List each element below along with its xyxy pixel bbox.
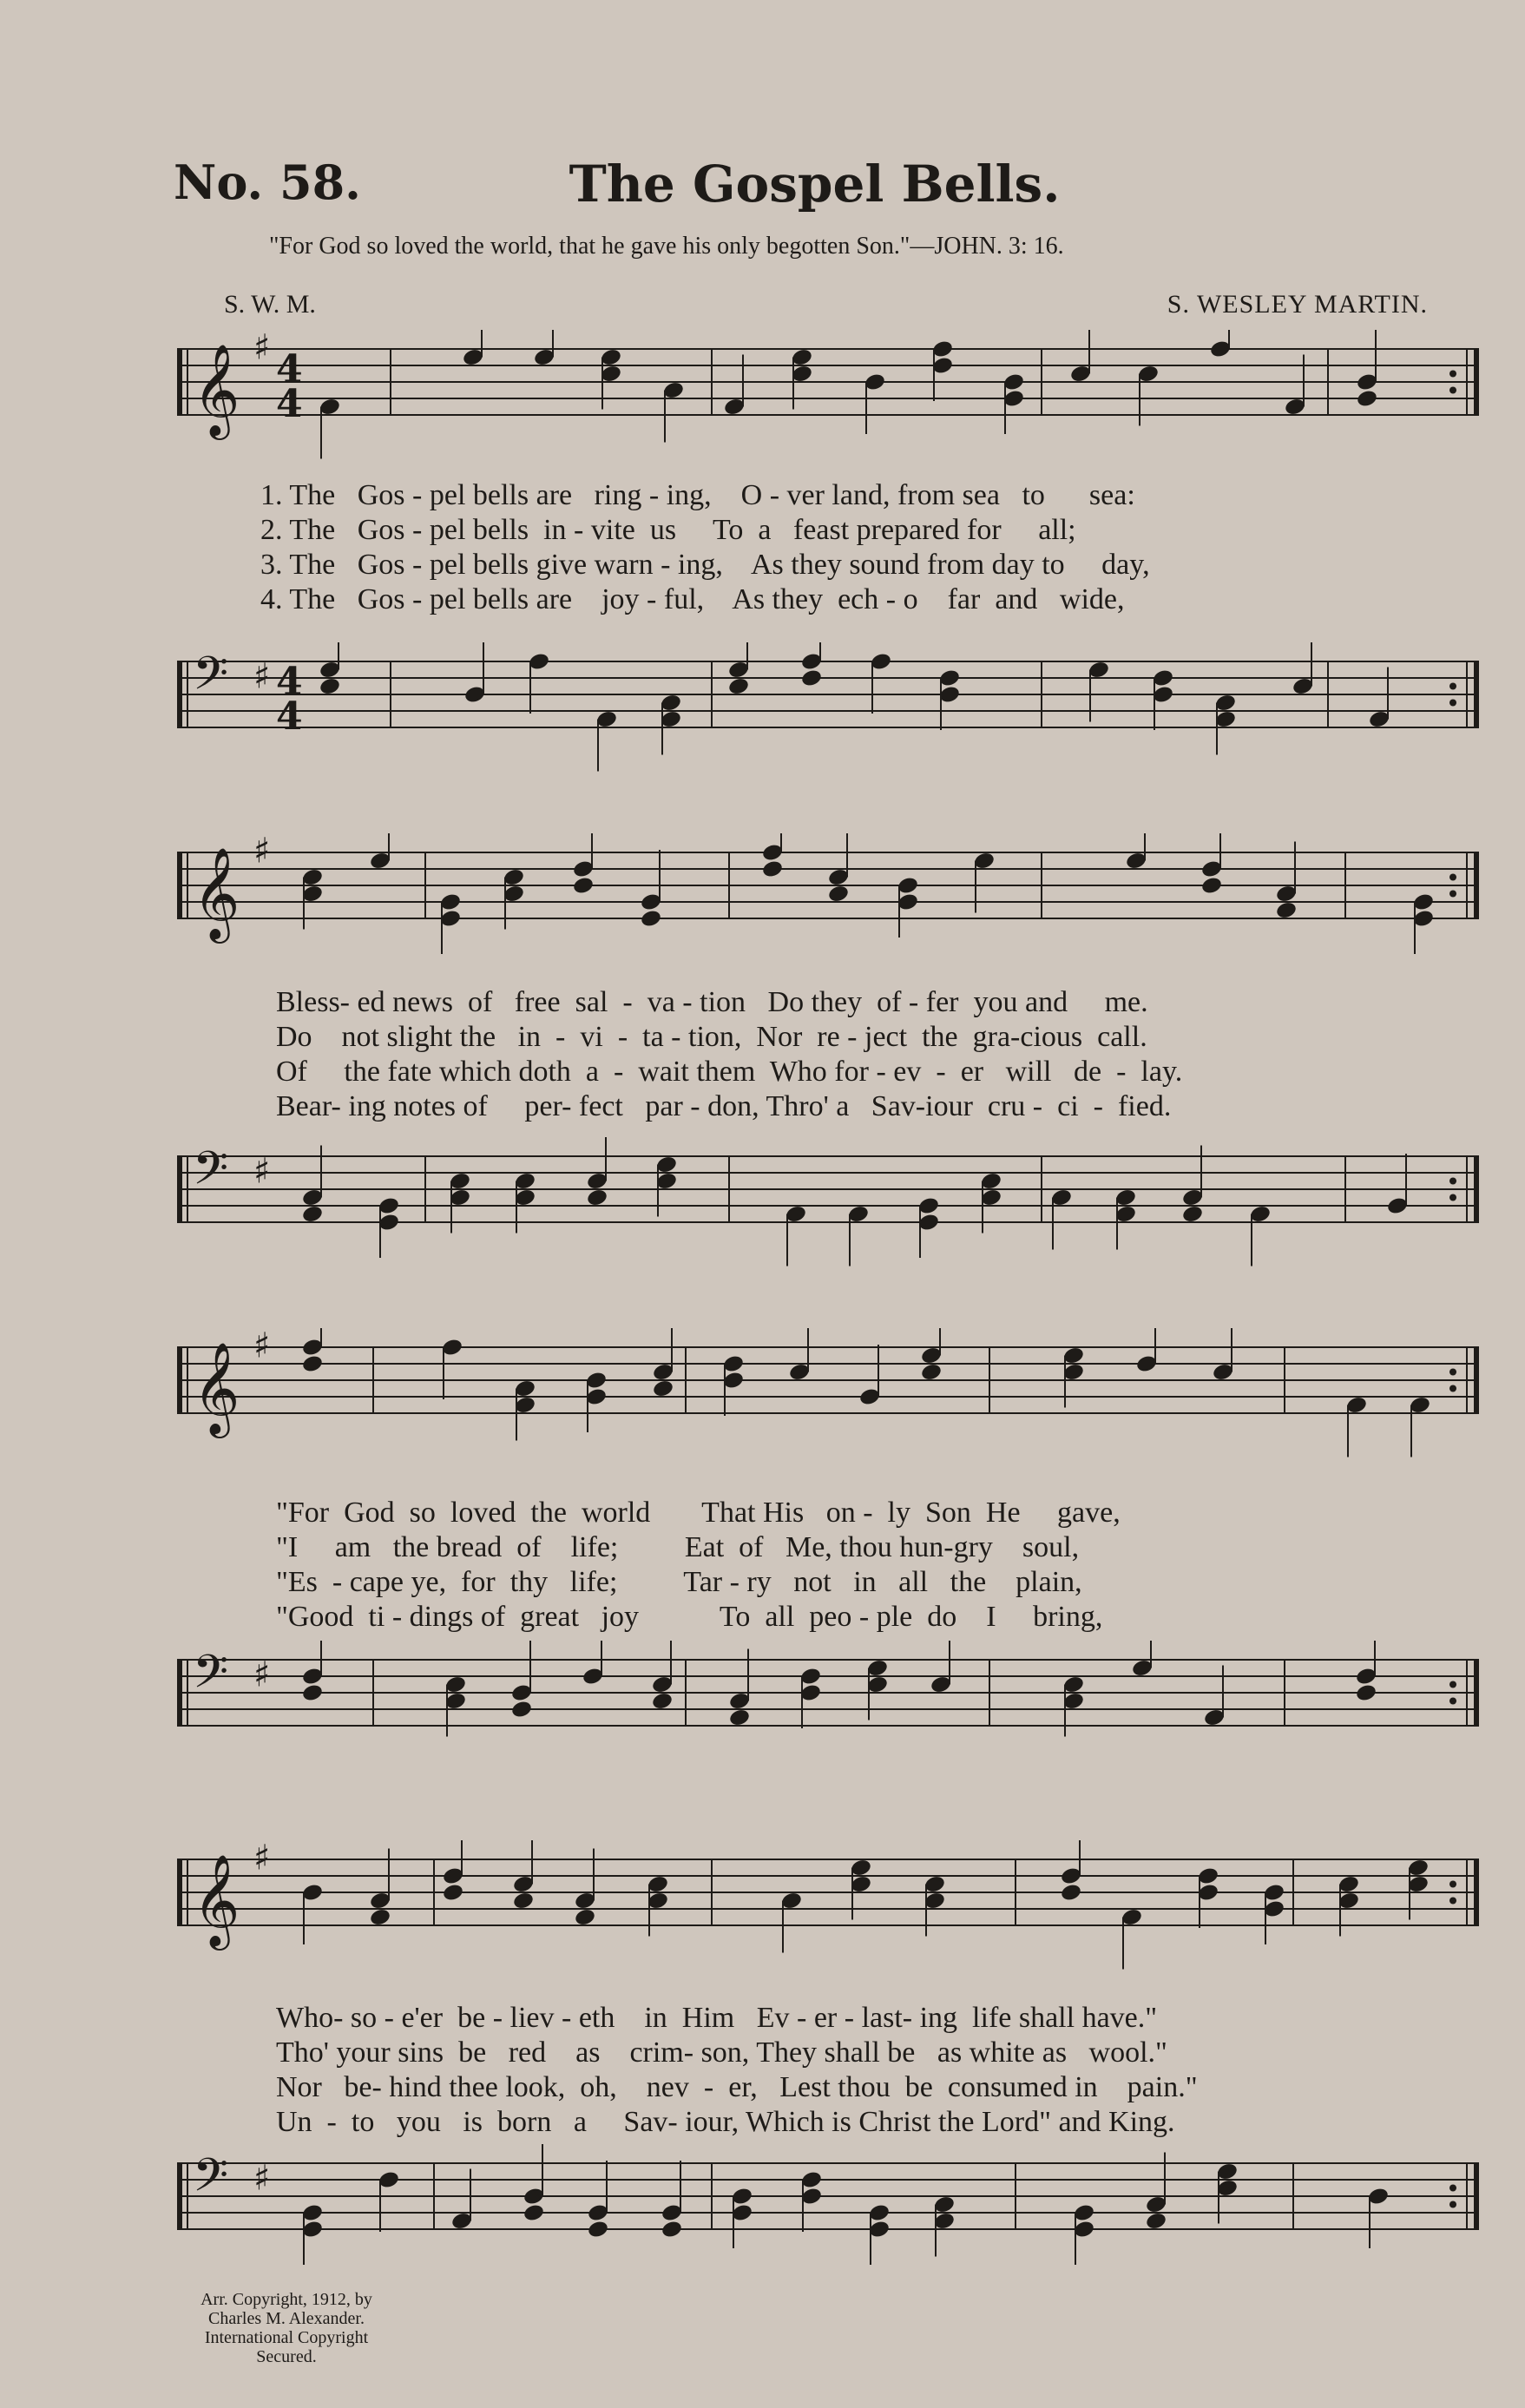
svg-text:𝄢: 𝄢 — [193, 1645, 229, 1710]
lyrics-block-3 — [0, 1497, 1525, 1644]
copyright-notice — [174, 2290, 399, 2366]
svg-text:♯: ♯ — [253, 1151, 271, 1192]
lyric-verse-2: 2. The Gos - pel bells in - vite us To a feast prepared for all; — [260, 514, 1076, 546]
lyrics-block-4 — [0, 2002, 1525, 2149]
treble-staff-1 — [174, 330, 1488, 460]
epigraph: "For God so loved the world, that he gave his only begotten Son."—JOHN. 3: 16. — [269, 233, 1064, 260]
lyric-verse-1: Bless- ed news of free sal - va - tion Do they of - fer you and me. — [276, 986, 1148, 1018]
lyric-verse-1: Who- so - e'er be - liev - eth in Him Ev - er - last- ing life shall have." — [276, 2002, 1158, 2034]
arranger-initials: S. W. M. — [224, 290, 316, 319]
svg-text:𝄞: 𝄞 — [193, 343, 240, 436]
bass-staff-3 — [174, 1641, 1488, 1823]
bass-staff-1 — [174, 642, 1488, 807]
lyric-verse-3: Nor be- hind thee look, oh, nev - er, Lest thou be consumed in pain." — [276, 2071, 1198, 2103]
svg-text:♯: ♯ — [253, 1840, 271, 1878]
svg-text:4: 4 — [276, 347, 303, 391]
svg-text:𝄢: 𝄢 — [193, 2148, 229, 2214]
svg-text:♯: ♯ — [253, 656, 271, 697]
hymn-title: The Gospel Bells. — [569, 155, 1061, 214]
lyric-verse-2: "I am the bread of life; Eat of Me, thou hun-gry soul, — [276, 1531, 1080, 1563]
lyric-verse-3: Of the fate which doth a - wait them Who for - ev - er will de - lay. — [276, 1056, 1183, 1088]
lyric-verse-3: "Es - cape ye, for thy life; Tar - ry not in all the plain, — [276, 1566, 1082, 1598]
svg-text:♯: ♯ — [253, 330, 271, 368]
lyric-verse-1: 1. The Gos - pel bells are ring - ing, O - ver land, from sea to sea: — [260, 479, 1135, 511]
hymn-number: No. 58. — [174, 155, 361, 210]
svg-text:𝄢: 𝄢 — [193, 1141, 229, 1207]
svg-text:♯: ♯ — [253, 2158, 271, 2199]
copyright-line-3: International Copyright Secured. — [204, 2328, 369, 2366]
lyric-verse-2: Do not slight the in - vi - ta - tion, Nor re - ject the gra-cious call. — [276, 1021, 1147, 1053]
svg-text:𝄞: 𝄞 — [193, 1341, 240, 1434]
lyric-verse-4: 4. The Gos - pel bells are joy - ful, As they ech - o far and wide, — [260, 583, 1125, 615]
treble-staff-3 — [174, 1328, 1488, 1458]
svg-text:𝄢: 𝄢 — [193, 647, 229, 712]
svg-text:4: 4 — [276, 382, 303, 426]
svg-text:4: 4 — [276, 660, 303, 704]
lyric-verse-1: "For God so loved the world That His on - ly Son He gave, — [276, 1497, 1121, 1529]
svg-text:♯: ♯ — [253, 1655, 271, 1695]
lyric-verse-2: Tho' your sins be red as crim- son, They shall be as white as wool." — [276, 2036, 1167, 2069]
lyrics-block-1 — [0, 479, 1525, 627]
svg-text:𝄞: 𝄞 — [193, 846, 240, 939]
treble-staff-2 — [174, 833, 1488, 964]
bass-staff-2 — [174, 1137, 1488, 1285]
lyric-verse-4: Bear- ing notes of per- fect par - don, Thro' a Sav-iour cru - ci - fied. — [276, 1090, 1172, 1122]
svg-text:♯: ♯ — [253, 1328, 271, 1366]
composer: S. WESLEY MARTIN. — [1167, 290, 1428, 319]
copyright-line-2: Charles M. Alexander. — [208, 2309, 365, 2328]
svg-text:♯: ♯ — [253, 833, 271, 872]
lyric-verse-4: Un - to you is born a Sav- iour, Which is Christ the Lord" and King. — [276, 2106, 1175, 2138]
lyrics-block-2 — [0, 986, 1525, 1134]
lyric-verse-3: 3. The Gos - pel bells give warn - ing, As they sound from day to day, — [260, 549, 1150, 581]
svg-text:𝄞: 𝄞 — [193, 1853, 240, 1946]
svg-text:4: 4 — [276, 694, 303, 739]
lyric-verse-4: "Good ti - dings of great joy To all peo - ple do I bring, — [276, 1601, 1103, 1633]
treble-staff-4 — [174, 1840, 1488, 1970]
bass-staff-4 — [174, 2144, 1488, 2292]
copyright-line-1: Arr. Copyright, 1912, by — [200, 2290, 372, 2309]
